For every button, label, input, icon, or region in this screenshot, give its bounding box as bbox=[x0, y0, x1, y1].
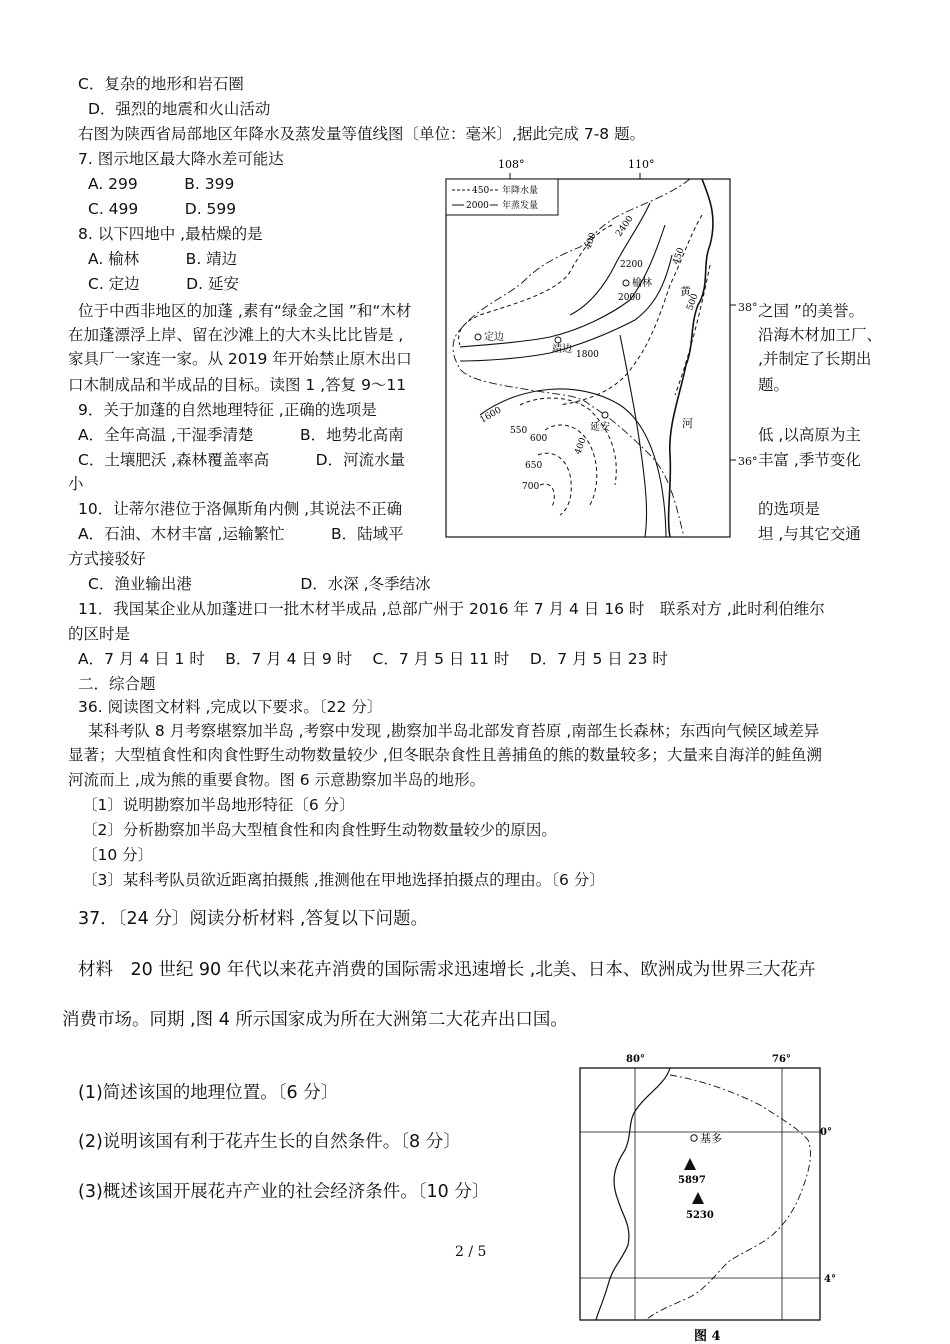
map1-lat-36: 36° bbox=[738, 455, 758, 468]
question-36: 36. 阅读图文材料 ,完成以下要求。〔22 分〕 bbox=[78, 698, 383, 716]
gabon-line-1-left: 位于中西非地区的加蓬 ,素有“绿金之国 ”和“木材 bbox=[78, 302, 412, 320]
question-10-right: 的选项是 bbox=[758, 500, 821, 518]
coastline bbox=[596, 1068, 670, 1320]
iso-label-1600: 1600 bbox=[478, 405, 504, 426]
map1-legend-precip-label: 年降水量 bbox=[502, 186, 539, 196]
question-10-tail: 方式接驳好 bbox=[68, 550, 146, 568]
city-quito-marker bbox=[691, 1135, 697, 1141]
iso-label-2200: 2200 bbox=[620, 260, 643, 270]
peak-2-icon bbox=[692, 1192, 704, 1204]
iso-label-2000: 2000 bbox=[618, 293, 641, 303]
city-yanan: 延安 bbox=[590, 422, 610, 433]
iso-label-400b: 400 bbox=[573, 436, 589, 457]
section-2-heading: 二．综合题 bbox=[78, 675, 156, 693]
map2-lon-80: 80° bbox=[626, 1054, 645, 1065]
evap-isoline-1800 bbox=[620, 335, 647, 537]
question-9-ab-left: A．全年高温 ,干湿季清楚 B．地势北高南 bbox=[78, 426, 404, 444]
map2-lat-0: 0° bbox=[820, 1127, 832, 1138]
question-36-paragraph-2: 显著；大型植食性和肉食性野生动物数量较少 ,但冬眠杂食性且善捕鱼的熊的数量较多；大量来自海洋的鲑鱼溯 bbox=[68, 746, 822, 764]
map1-legend-evap-label: 年蒸发量 bbox=[502, 201, 539, 211]
iso-label-500: 500 bbox=[685, 292, 701, 313]
yellow-river bbox=[669, 179, 713, 537]
iso-label-700: 700 bbox=[522, 482, 540, 492]
question-9-cd-right: 丰富 ,季节变化 bbox=[758, 451, 861, 469]
ecuador-map bbox=[570, 1050, 840, 1342]
question-36-sub-3: 〔3〕某科考队员欲近距离拍摄熊 ,推测他在甲地选择拍摄点的理由。〔6 分〕 bbox=[82, 871, 605, 889]
question-9-tail: 小 bbox=[68, 475, 84, 493]
question-9-cd-left: C．土壤肥沃 ,森林覆盖率高 D．河流水量 bbox=[78, 451, 406, 469]
peak-1: 5897 bbox=[678, 1175, 706, 1186]
question-37-sub-1: (1)简述该国的地理位置。〔6 分〕 bbox=[78, 1083, 339, 1103]
city-dingbian: 定边 bbox=[484, 332, 504, 343]
question-36-sub-1: 〔1〕说明勘察加半岛地形特征〔6 分〕 bbox=[82, 796, 355, 814]
gabon-line-1-right: 之国 ”的美誉。 bbox=[758, 302, 864, 320]
iso-label-2400: 2400 bbox=[614, 214, 636, 239]
city-dingbian-marker bbox=[475, 334, 481, 340]
precip-isoline-600 bbox=[545, 425, 597, 505]
intro-7-8: 右图为陕西省局部地区年降水及蒸发量等值线图〔单位：毫米〕,据此完成 7-8 题。 bbox=[78, 125, 646, 143]
question-10-ab-left: A．石油、木材丰富 ,运输繁忙 B．陆域平 bbox=[78, 525, 404, 543]
national-border bbox=[646, 1075, 810, 1320]
map1-legend-evap-value: 2000 bbox=[466, 201, 489, 211]
evap-isoline-1600 bbox=[480, 389, 666, 537]
question-11-options: A．7 月 4 日 1 时 B．7 月 4 日 9 时 C．7 月 5 日 11 时 D．7 月 5 日 23 时 bbox=[78, 650, 668, 668]
gabon-line-2-left: 在加蓬漂浮上岸、留在沙滩上的大木头比比皆是 , bbox=[68, 326, 404, 344]
question-11: 11．我国某企业从加蓬进口一批木材半成品 ,总部广州于 2016 年 7 月 4 日 16 时 联系对方 ,此时利伯维尔 bbox=[78, 600, 825, 618]
river-label-2: 河 bbox=[682, 417, 693, 430]
precip-isoline-700 bbox=[540, 484, 554, 507]
map1-lon-108: 108° bbox=[498, 158, 525, 171]
question-7-cd: C. 499 D. 599 bbox=[88, 200, 237, 218]
city-quito: 基多 bbox=[700, 1132, 722, 1145]
shaanxi-isoline-map bbox=[440, 155, 740, 545]
option-d: D．强烈的地震和火山活动 bbox=[88, 100, 271, 118]
question-37-sub-3: (3)概述该国开展花卉产业的社会经济条件。〔10 分〕 bbox=[78, 1182, 490, 1202]
question-36-paragraph-3: 河流而上 ,成为熊的重要食物。图 6 示意勘察加半岛的地形。 bbox=[68, 771, 486, 789]
question-10-ab-right: 坦 ,与其它交通 bbox=[758, 525, 861, 543]
question-37: 37．〔24 分〕阅读分析材料 ,答复以下问题。 bbox=[78, 909, 428, 929]
question-8-cd: C. 定边 D. 延安 bbox=[88, 275, 239, 293]
river-label-1: 黄 bbox=[680, 285, 691, 298]
city-yanan-marker bbox=[602, 412, 608, 418]
question-7-ab: A. 299 B. 399 bbox=[88, 175, 235, 193]
peak-1-icon bbox=[684, 1158, 696, 1170]
gabon-line-3-right: ,并制定了长期出 bbox=[758, 350, 872, 368]
iso-label-600: 600 bbox=[530, 434, 548, 444]
question-37-material-2: 消费市场。同期 ,图 4 所示国家成为所在大洲第二大花卉出口国。 bbox=[62, 1010, 568, 1030]
city-jingbian: 靖边 bbox=[552, 344, 572, 355]
gabon-line-3-left: 家具厂一家连一家。从 2019 年开始禁止原木出口 bbox=[68, 350, 412, 368]
iso-label-450: 450 bbox=[671, 246, 687, 267]
question-36-paragraph-1: 某科考队 8 月考察堪察加半岛 ,考察中发现 ,勘察加半岛北部发育苔原 ,南部生长森林；东西向气候区域差异 bbox=[88, 722, 820, 740]
question-7: 7. 图示地区最大降水差可能达 bbox=[78, 150, 284, 168]
precip-isoline-450 bbox=[560, 215, 702, 405]
option-c: C．复杂的地形和岩石圈 bbox=[78, 75, 244, 93]
map1-lat-38: 38° bbox=[738, 301, 758, 314]
map2-lon-76: 76° bbox=[772, 1054, 791, 1065]
page-number: 2 / 5 bbox=[455, 1244, 487, 1260]
question-8-ab: A. 榆林 B. 靖边 bbox=[88, 250, 238, 268]
map2-lat-4: 4° bbox=[824, 1274, 836, 1285]
gabon-line-4-right: 题。 bbox=[758, 376, 790, 394]
city-jingbian-marker bbox=[555, 337, 561, 343]
question-10-left: 10．让蒂尔港位于洛佩斯角内侧 ,其说法不正确 bbox=[78, 500, 403, 518]
question-8: 8. 以下四地中 ,最枯燥的是 bbox=[78, 225, 263, 243]
question-36-sub-2-score: 〔10 分〕 bbox=[82, 846, 154, 864]
iso-label-1800: 1800 bbox=[576, 350, 599, 360]
gabon-line-4-left: 口木制成品和半成品的目标。读图 1 ,答复 9～11 bbox=[68, 376, 407, 394]
question-9: 9．关于加蓬的自然地理特征 ,正确的选项是 bbox=[78, 401, 377, 419]
map1-lon-110: 110° bbox=[628, 158, 655, 171]
question-11-tail: 的区时是 bbox=[68, 625, 131, 643]
iso-label-400: 400 bbox=[583, 231, 599, 252]
gabon-line-2-right: 沿海木材加工厂、 bbox=[758, 326, 883, 344]
question-37-sub-2: (2)说明该国有利于花卉生长的自然条件。〔8 分〕 bbox=[78, 1132, 461, 1152]
peak-2: 5230 bbox=[686, 1210, 714, 1221]
iso-label-550: 550 bbox=[510, 426, 528, 436]
question-10-cd: C．渔业输出港 D．水深 ,冬季结冰 bbox=[88, 575, 431, 593]
city-yulin-marker bbox=[623, 280, 629, 286]
question-9-ab-right: 低 ,以高原为主 bbox=[758, 426, 861, 444]
iso-label-650: 650 bbox=[525, 461, 543, 471]
map2-caption: 图 4 bbox=[694, 1329, 721, 1342]
question-37-material-1: 材料 20 世纪 90 年代以来花卉消费的国际需求迅速增长 ,北美、日本、欧洲成为世界三大花卉 bbox=[78, 960, 816, 980]
city-yulin: 榆林 bbox=[632, 278, 652, 289]
map1-legend-precip-value: 450 bbox=[472, 186, 490, 196]
question-36-sub-2: 〔2〕分析勘察加半岛大型植食性和肉食性野生动物数量较少的原因。 bbox=[82, 821, 557, 839]
